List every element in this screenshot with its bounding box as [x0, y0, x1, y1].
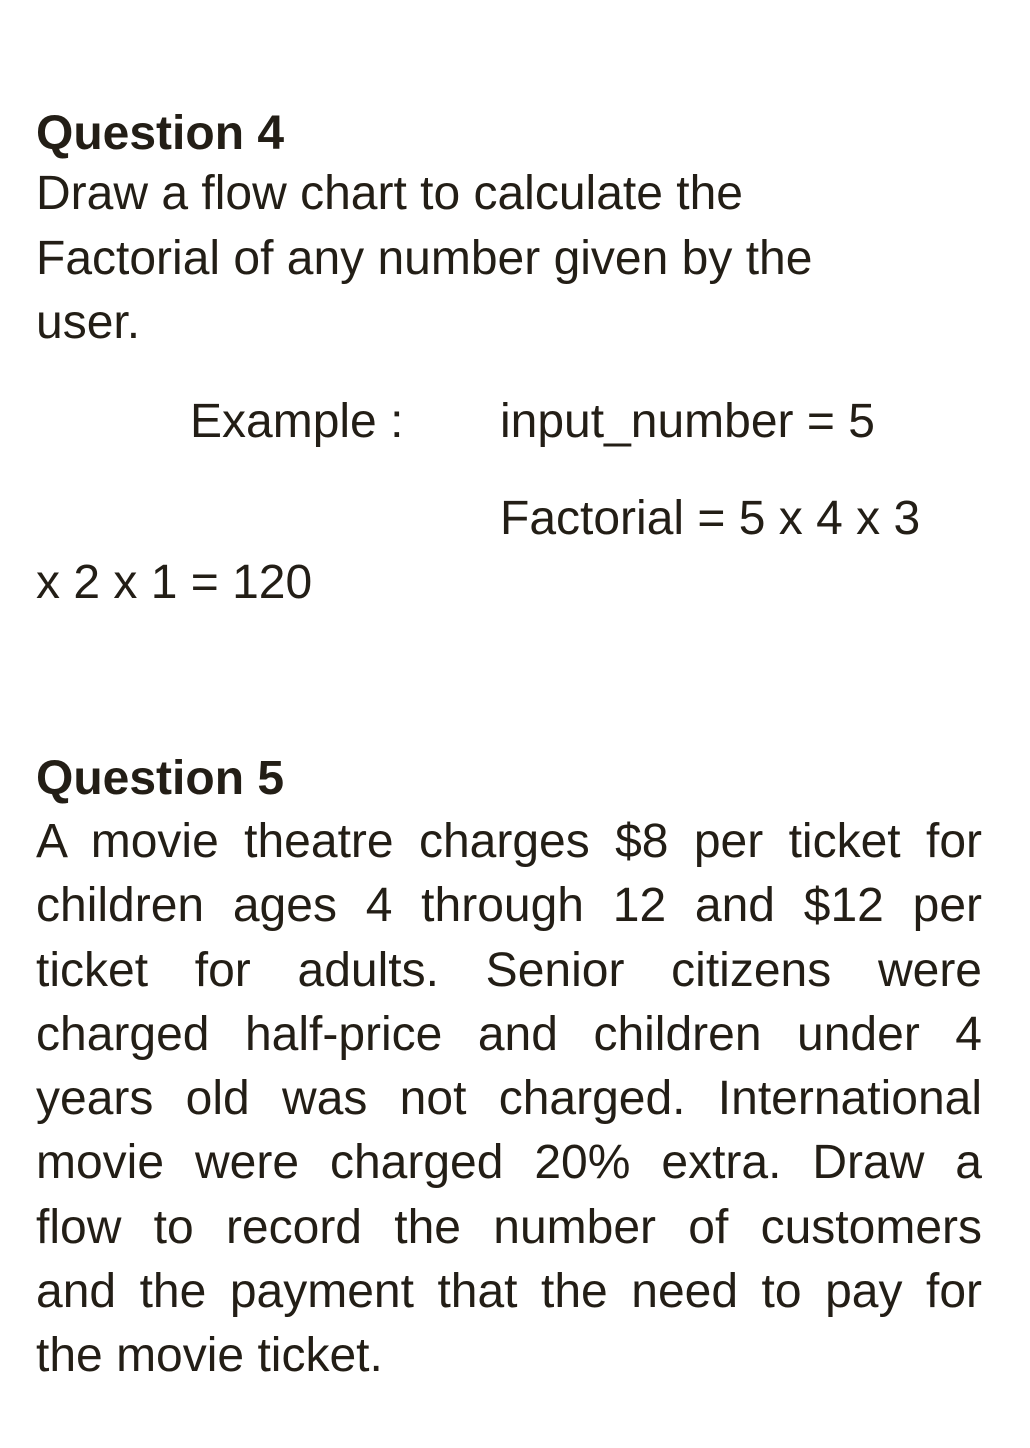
- question-5-text-line: ticket for adults. Senior citizens were: [36, 943, 982, 997]
- question-5-text-line: and the payment that the need to pay for: [36, 1265, 982, 1319]
- question-5-body: [36, 810, 982, 1389]
- question-5-text-line: flow to record the number of customers: [36, 1200, 982, 1254]
- question-4-text-line: Factorial of any number given by the: [36, 232, 813, 285]
- question-5-heading: Question 5: [36, 752, 285, 805]
- question-4-text-line: user.: [36, 296, 141, 349]
- question-5-text-line: children ages 4 through 12 and $12 per: [36, 879, 982, 933]
- question-4-heading: Question 4: [36, 107, 285, 160]
- question-5-text-line: movie were charged 20% extra. Draw a: [36, 1136, 982, 1190]
- question-5-text-line: the movie ticket.: [36, 1329, 383, 1383]
- question-5-text-line: years old was not charged. International: [36, 1072, 982, 1126]
- question-5-text-line: A movie theatre charges $8 per ticket for: [36, 815, 982, 868]
- question-5-text-line: charged half-price and children under 4: [36, 1007, 982, 1061]
- example-input: input_number = 5: [500, 395, 875, 448]
- example-label: Example :: [190, 395, 404, 448]
- question-4-text-line: Draw a flow chart to calculate the: [36, 167, 743, 220]
- example-factorial-line: Factorial = 5 x 4 x 3: [500, 492, 921, 545]
- example-factorial-line: x 2 x 1 = 120: [36, 556, 313, 609]
